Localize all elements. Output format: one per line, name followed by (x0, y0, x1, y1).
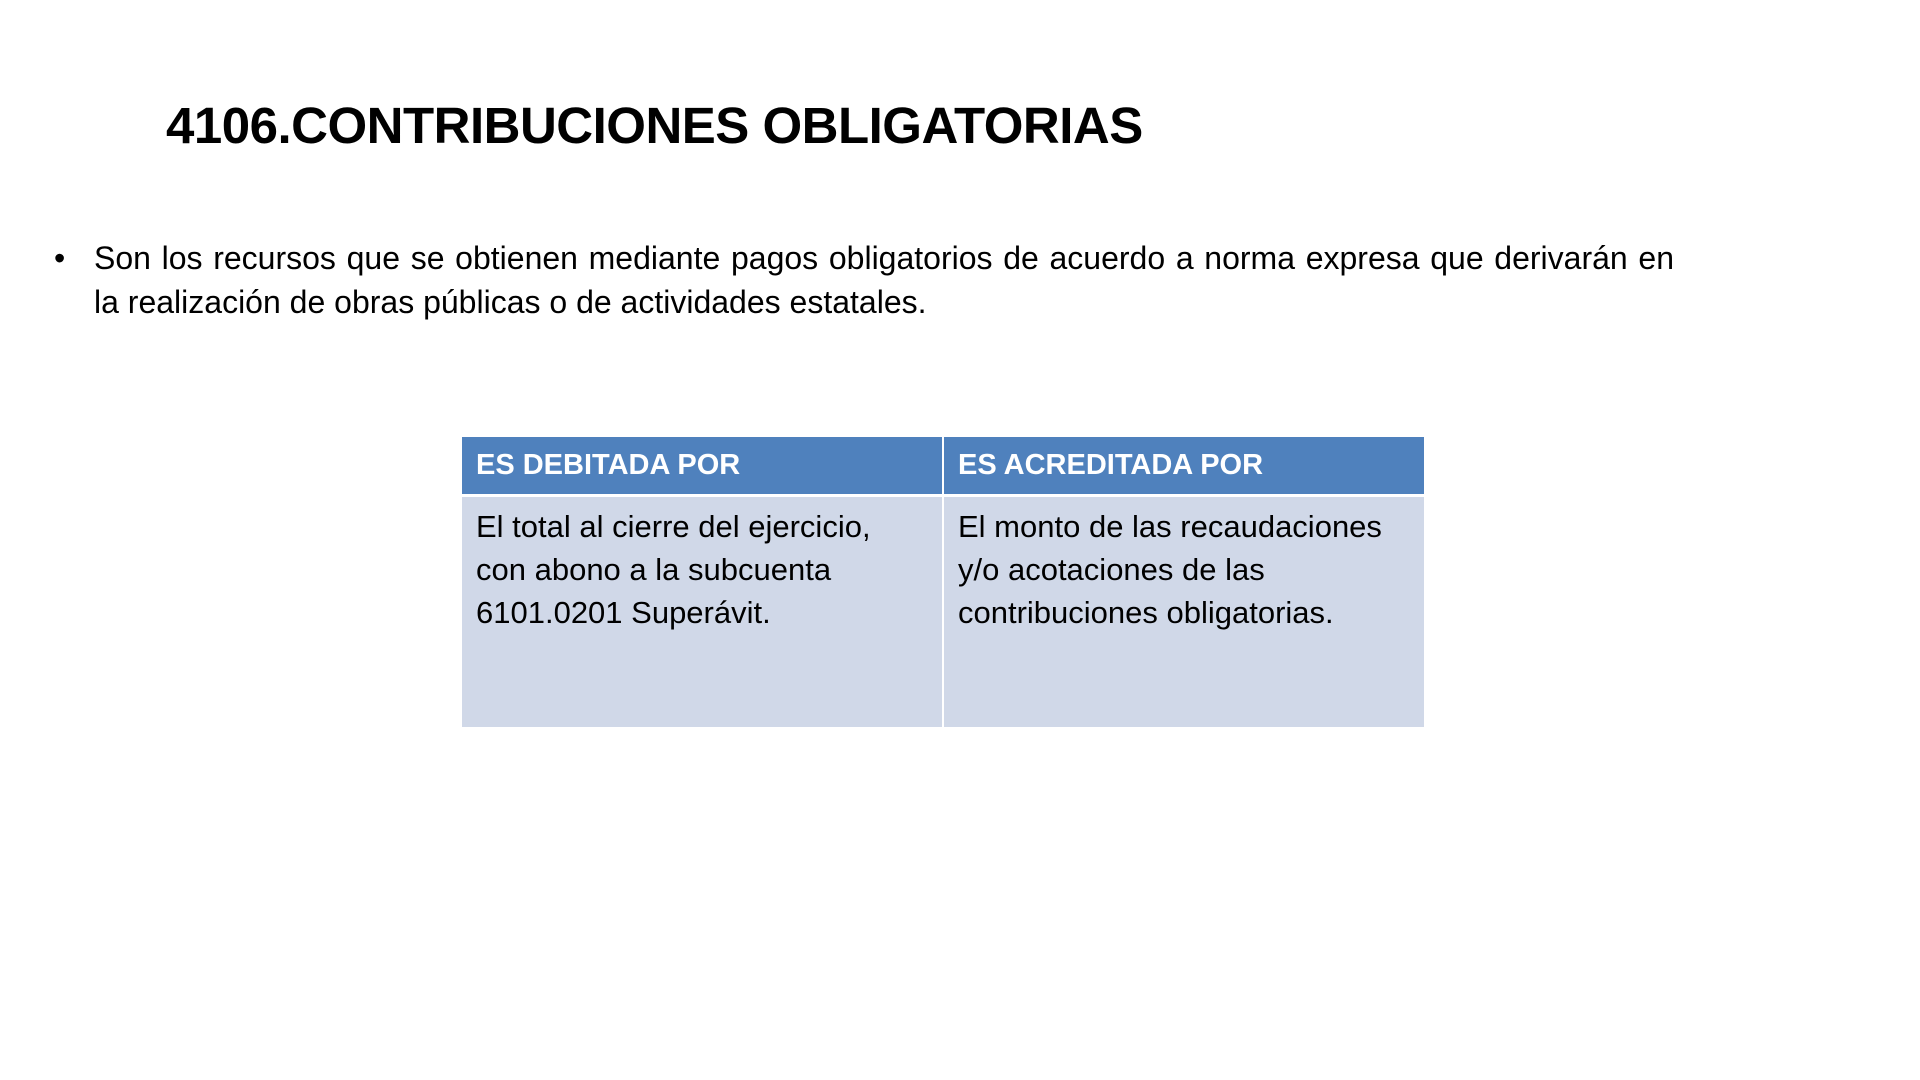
bullet-text: Son los recursos que se obtienen mediante pagos obligatorios de acuerdo a norma expresa que derivarán en la realización de obras públicas o de actividades estatales. (94, 240, 1674, 320)
cell-debit: El total al cierre del ejercicio, con abono a la subcuenta 6101.0201 Superávit. (461, 496, 943, 729)
bullet-icon: • (54, 240, 66, 276)
table-header-row (461, 436, 1425, 496)
cell-credit: El monto de las recaudaciones y/o acotaciones de las contribuciones obligatorias. (943, 496, 1425, 729)
header-debit: ES DEBITADA POR (461, 436, 943, 496)
table-row (461, 496, 1425, 729)
account-table (460, 435, 1426, 729)
header-credit: ES ACREDITADA POR (943, 436, 1425, 496)
bullet-item (54, 236, 1674, 324)
slide-title: 4106.CONTRIBUCIONES OBLIGATORIAS (166, 97, 1143, 154)
